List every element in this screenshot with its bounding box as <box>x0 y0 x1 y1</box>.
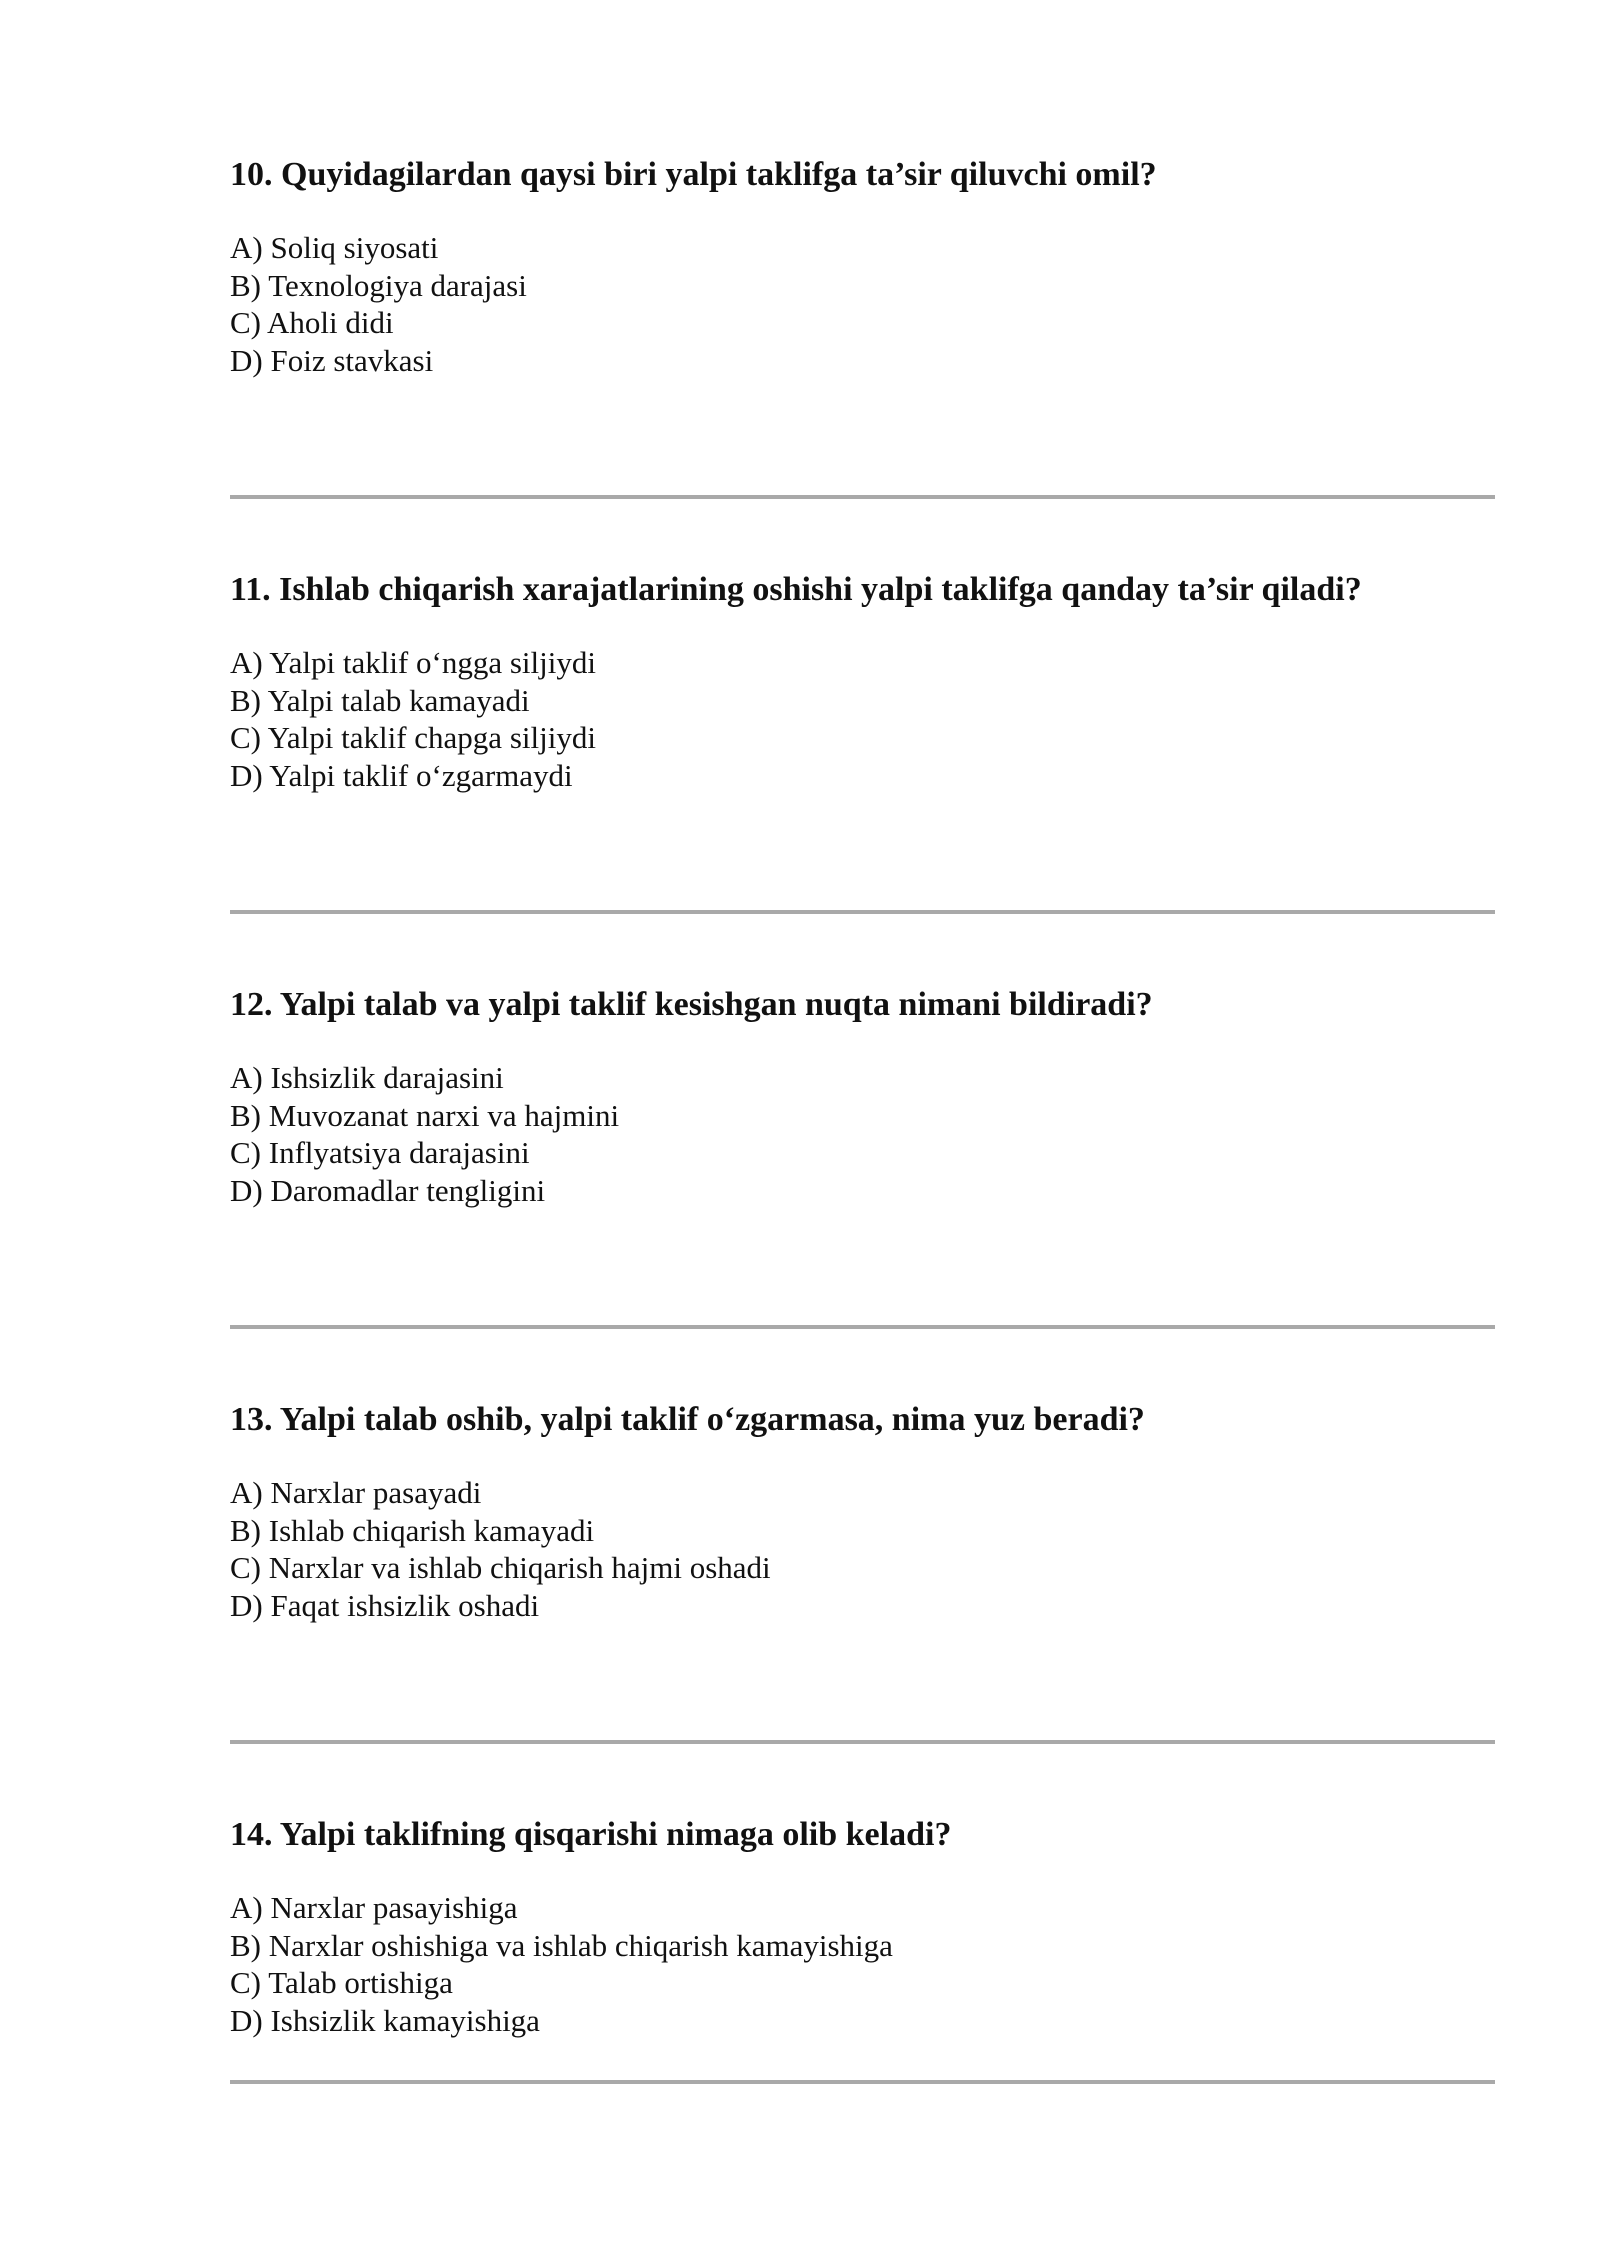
option-a: A) Yalpi taklif o‘ngga siljiydi <box>230 645 596 680</box>
question-11 <box>230 570 1500 794</box>
question-title: 12. Yalpi talab va yalpi taklif kesishgan nuqta nimani bildiradi? <box>230 986 1153 1023</box>
option-c: C) Talab ortishiga <box>230 1965 453 2000</box>
divider <box>230 495 1495 499</box>
option-b: B) Texnologiya darajasi <box>230 267 527 303</box>
option-d: D) Foiz stavkasi <box>230 342 434 378</box>
option-d: D) Faqat ishsizlik oshadi <box>230 1587 540 1623</box>
option-d: D) Ishsizlik kamayishiga <box>230 2002 540 2038</box>
option-d: D) Daromadlar tengligini <box>230 1172 546 1208</box>
divider <box>230 2080 1495 2084</box>
option-a: A) Soliq siyosati <box>230 230 439 265</box>
answer-options <box>230 229 1500 379</box>
question-10 <box>230 155 1500 379</box>
answer-options <box>230 1889 1500 2039</box>
question-12 <box>230 985 1500 1209</box>
option-a: A) Ishsizlik darajasini <box>230 1060 504 1095</box>
option-b: B) Ishlab chiqarish kamayadi <box>230 1512 595 1548</box>
divider <box>230 1740 1495 1744</box>
option-c: C) Narxlar va ishlab chiqarish hajmi oshadi <box>230 1550 771 1585</box>
option-b: B) Muvozanat narxi va hajmini <box>230 1097 620 1133</box>
option-c: C) Yalpi taklif chapga siljiydi <box>230 720 596 755</box>
question-title: 14. Yalpi taklifning qisqarishi nimaga olib keladi? <box>230 1816 952 1853</box>
answer-options <box>230 1059 1500 1209</box>
option-b: B) Yalpi talab kamayadi <box>230 682 530 718</box>
question-title: 10. Quyidagilardan qaysi biri yalpi taklifga ta’sir qiluvchi omil? <box>230 156 1157 193</box>
question-14 <box>230 1815 1500 2039</box>
option-b: B) Narxlar oshishiga va ishlab chiqarish kamayishiga <box>230 1927 893 1963</box>
divider <box>230 910 1495 914</box>
option-a: A) Narxlar pasayadi <box>230 1475 482 1510</box>
option-c: C) Inflyatsiya darajasini <box>230 1135 530 1170</box>
answer-options <box>230 1474 1500 1624</box>
option-a: A) Narxlar pasayishiga <box>230 1890 518 1925</box>
question-title: 13. Yalpi talab oshib, yalpi taklif o‘zgarmasa, nima yuz beradi? <box>230 1401 1145 1438</box>
question-13 <box>230 1400 1500 1624</box>
option-c: C) Aholi didi <box>230 305 394 340</box>
divider <box>230 1325 1495 1329</box>
answer-options <box>230 644 1500 794</box>
question-title: 11. Ishlab chiqarish xarajatlarining oshishi yalpi taklifga qanday ta’sir qiladi? <box>230 571 1362 608</box>
option-d: D) Yalpi taklif o‘zgarmaydi <box>230 757 573 793</box>
